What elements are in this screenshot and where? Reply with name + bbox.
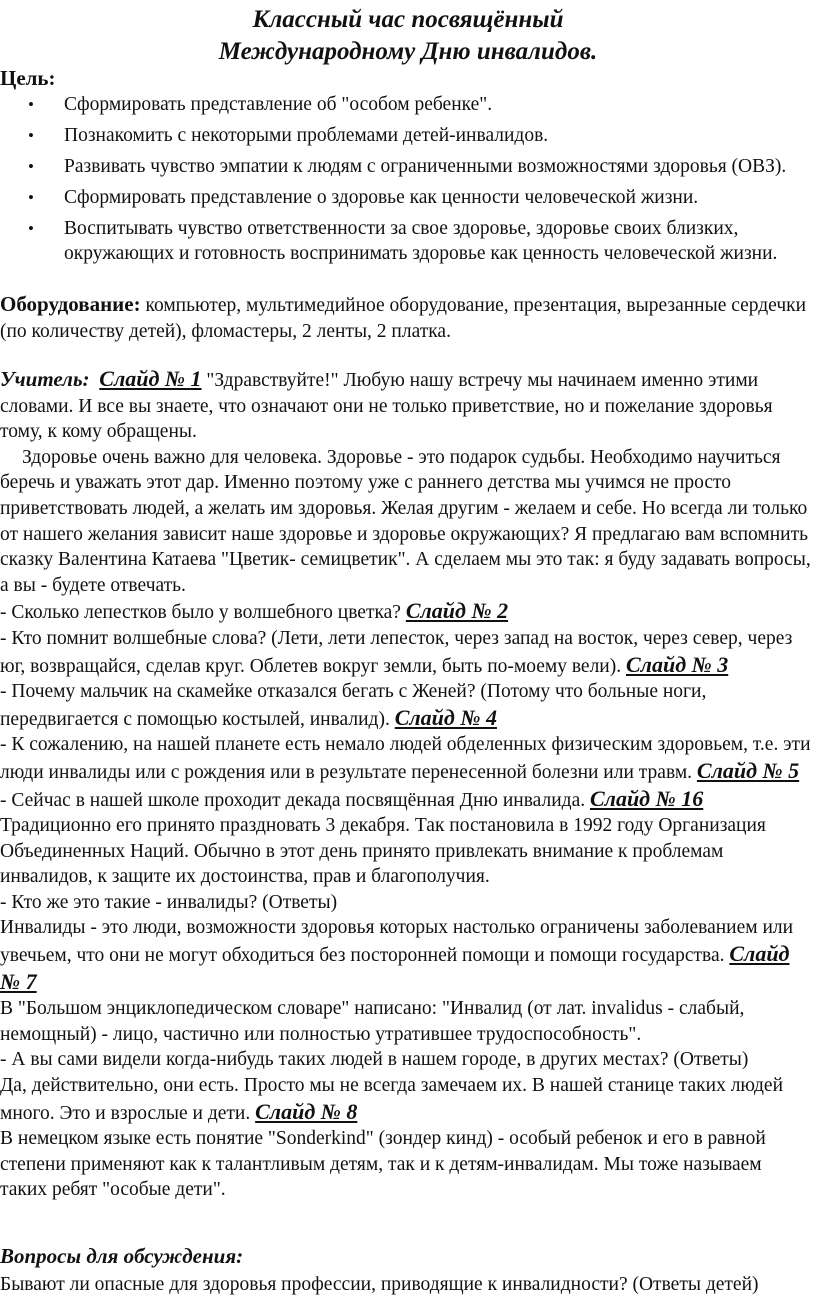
- bullet-icon: •: [28, 157, 34, 176]
- goal-item: • Познакомить с некоторыми проблемами детей-инвалидов.: [28, 125, 549, 146]
- goal-item: • Развивать чувство эмпатии к людям с ограниченными возможностями здоровья (ОВЗ).: [28, 156, 787, 177]
- equipment-text: компьютер, мультимедийное оборудование, презентация, вырезанные сердечки (по количеству детей), фломастеры, 2 ленты, 2 платка.: [0, 295, 807, 342]
- bullet-icon: •: [28, 95, 34, 114]
- slide-ref: Слайд № 8: [255, 1098, 358, 1124]
- paragraph: Традиционно его принято праздновать 3 декабря. Так постановила в 1992 году Организация Объединенных Наций. Обычно в этот день принято привлекать внимание к проблемам инвалидов, к защите их достоинства, прав и благополучия.: [0, 815, 766, 888]
- question-line: - Сейчас в нашей школе проходит декада посвящённая Дню инвалида. Слайд № 16: [0, 785, 704, 811]
- slide-ref: Слайд № 7: [0, 941, 790, 994]
- question-line: - Сколько лепестков было у волшебного цветка? Слайд № 2: [0, 598, 509, 624]
- question-line: - Кто же это такие - инвалиды? (Ответы): [0, 891, 338, 913]
- question-line: - К сожалению, на нашей планете есть немало людей обделенных физическим здоровьем, т.е. эти люди инвалиды или с рождения или в результате перенесенной болезни или травм. Слайд № 5: [0, 734, 811, 783]
- goal-item: • Сформировать представление об "особом ребенке".: [28, 94, 493, 115]
- teacher-section: [0, 366, 812, 1203]
- goal-list: [0, 92, 812, 272]
- paragraph: В немецком языке есть понятие "Sonderkind" (зондер кинд) - особый ребенок и его в равной степени применяют как к талантливым детям, так и к детям-инвалидам. Мы тоже называем таких ребят "особые дети".: [0, 1128, 766, 1201]
- slide-ref: Слайд № 16: [589, 785, 704, 811]
- bullet-icon: •: [28, 188, 34, 207]
- question-line: - Кто помнит волшебные слова? (Лети, лети лепесток, через запад на восток, через север, через юг, возвращайся, сделав круг. Облетев вокруг земли, быть по-моему вели). Слайд № 3: [0, 627, 793, 677]
- slide-ref: Слайд № 3: [626, 651, 729, 677]
- discussion-heading: Вопросы для обсуждения:: [0, 1244, 244, 1268]
- teacher-label: Учитель:: [0, 367, 90, 391]
- bullet-icon: •: [28, 219, 34, 238]
- title-line-2: Международному Дню инвалидов.: [218, 38, 598, 65]
- goal-heading: Цель:: [0, 66, 56, 90]
- question-line: - Почему мальчик на скамейке отказался бегать с Женей? (Потому что больные ноги, передвигается с помощью костылей, инвалид). Слайд № 4: [0, 681, 707, 730]
- bullet-icon: •: [28, 126, 34, 145]
- title-line-1: Классный час посвящённый: [252, 6, 564, 33]
- document-title: [0, 4, 816, 68]
- discussion-text: Бывают ли опасные для здоровья профессии, приводящие к инвалидности? (Ответы детей): [0, 1274, 759, 1295]
- paragraph: Да, действительно, они есть. Просто мы не всегда замечаем их. В нашей станице таких людей много. Это и взрослые и дети. Слайд № 8: [0, 1075, 784, 1124]
- slide-ref: Слайд № 1: [99, 366, 202, 391]
- slide-ref: Слайд № 2: [405, 598, 509, 624]
- slide-ref: Слайд № 4: [394, 704, 497, 730]
- paragraph: Инвалиды - это люди, возможности здоровья которых настолько ограничены заболеванием или увечьем, что они не могут обходиться без посторонней помощи и помощи государства. Слайд № 7: [0, 917, 794, 994]
- goal-item: • Воспитывать чувство ответственности за свое здоровье, здоровье своих близких, окружающих и готовность воспринимать здоровье как ценность человеческой жизни.: [28, 218, 778, 264]
- paragraph: В "Большом энциклопедическом словаре" написано: "Инвалид (от лат. invalidus - слабый, немощный) - лицо, частично или полностью утратившее трудоспособность".: [0, 998, 745, 1045]
- paragraph: Здоровье очень важно для человека. Здоровье - это подарок судьбы. Необходимо научиться беречь и уважать этот дар. Именно поэтому уже с раннего детства мы учимся не просто приветствовать людей, а желать им здоровья. Желая другим - желаем и себе. Но всегда ли только от нашего желания зависит наше здоровье и здоровье окружающих? Я предлагаю вам вспомнить сказку Валентина Катаева "Цветик- семицветик". А сделаем мы это так: я буду задавать вопросы, а вы - будете отвечать.: [0, 446, 811, 596]
- question-line: - А вы сами видели когда-нибудь таких людей в нашем городе, в других местах? (Ответы): [0, 1049, 749, 1071]
- slide-ref: Слайд № 5: [696, 757, 800, 783]
- paragraph: Учитель: Слайд № 1 "Здравствуйте!" Любую нашу встречу мы начинаем именно этими словами. И все вы знаете, что означают они не только приветствие, но и пожелание здоровья тому, к кому обращены.: [0, 366, 773, 443]
- equipment-label: Оборудование:: [0, 292, 141, 316]
- goal-item: • Сформировать представление о здоровье как ценности человеческой жизни.: [28, 187, 699, 208]
- equipment-paragraph: [0, 292, 812, 344]
